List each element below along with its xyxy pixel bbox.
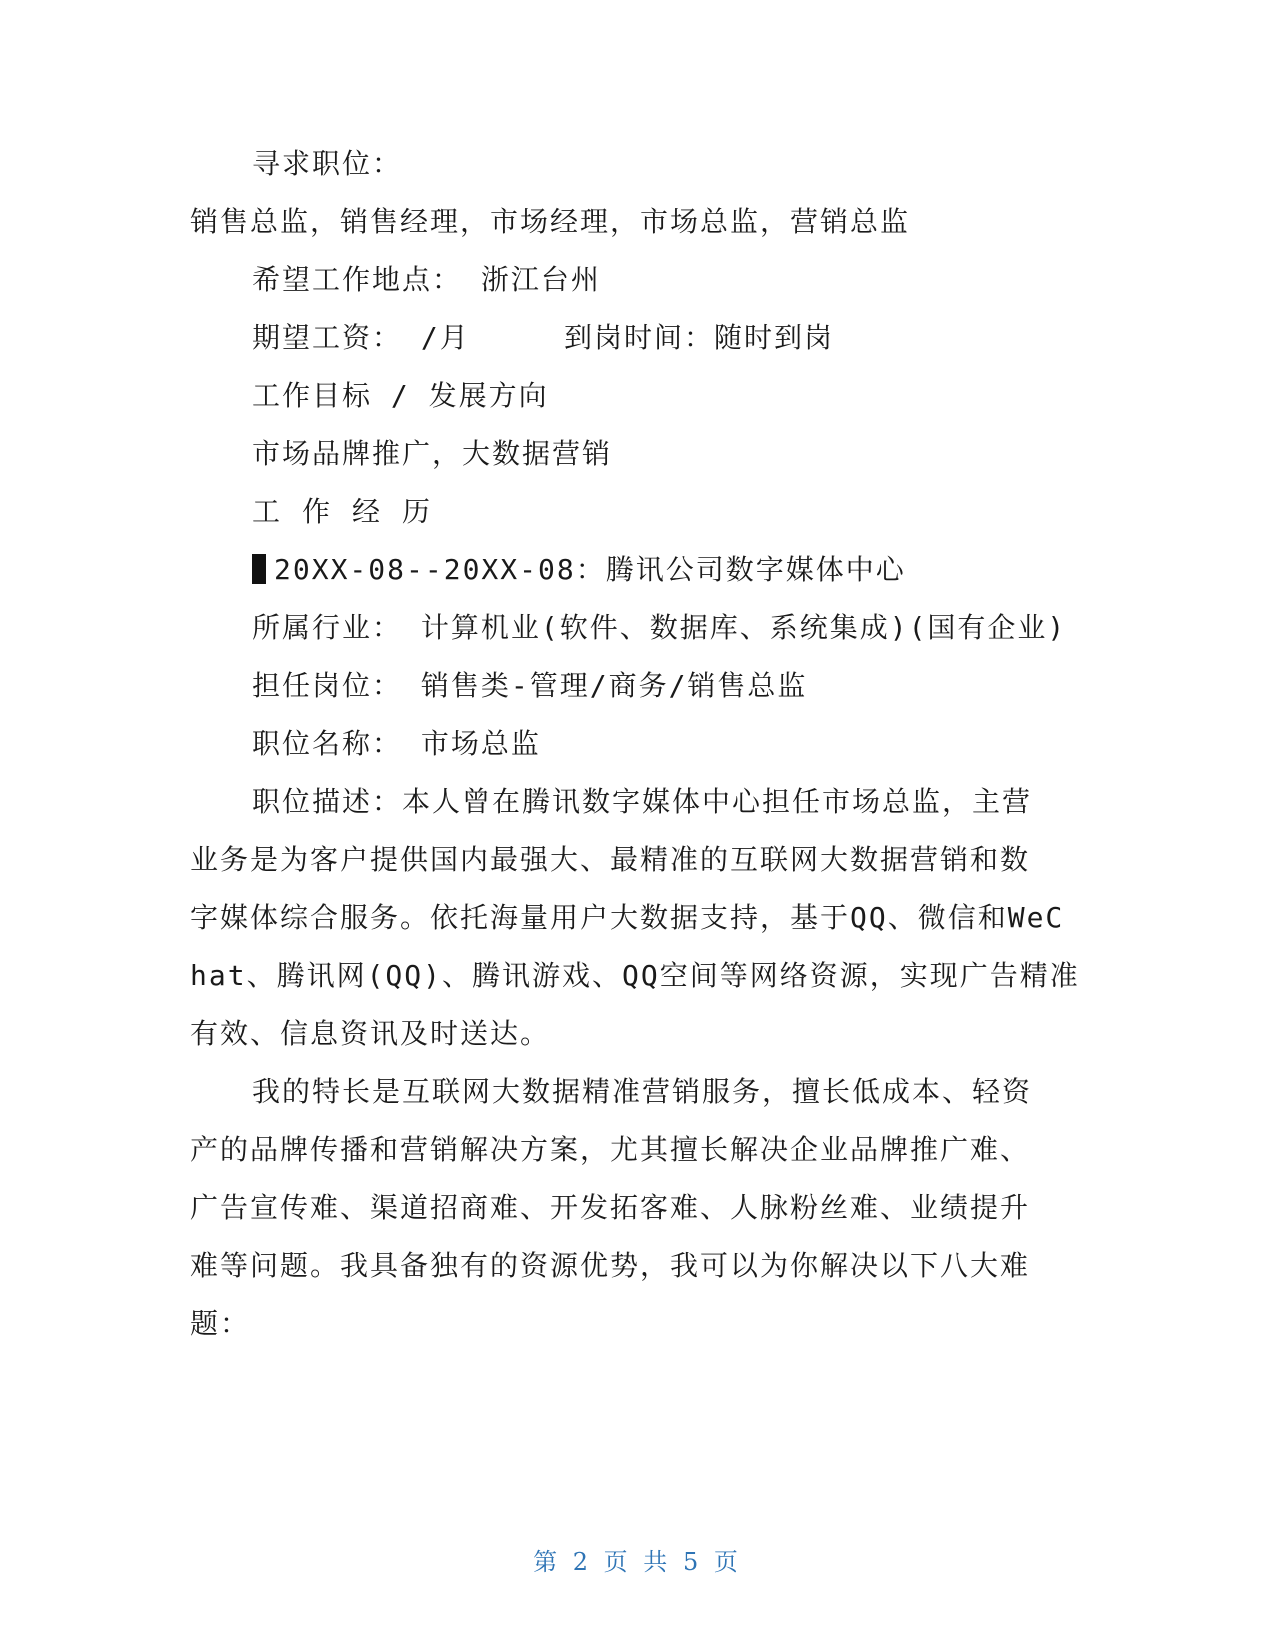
description-line-2: 业务是为客户提供国内最强大、最精准的互联网大数据营销和数 [190,843,1031,876]
title-line: 职位名称： 市场总监 [252,727,541,760]
page-footer: 第 2 页 共 5 页 [533,1548,742,1576]
strength-line-5: 题： [190,1307,251,1340]
strength-line-4: 难等问题。我具备独有的资源优势，我可以为你解决以下八大难 [190,1249,1031,1282]
seek-position-values: 销售总监，销售经理，市场经理，市场总监，营销总监 [190,205,911,238]
strength-line-1: 我的特长是互联网大数据精准营销服务，擅长低成本、轻资 [252,1075,1033,1108]
goal-heading: 工作目标 / 发展方向 [252,379,549,412]
salary-and-start: 期望工资： /月 到岗时间：随时到岗 [252,321,835,354]
job-period-text: 20XX-08--20XX-08：腾讯公司数字媒体中心 [274,553,906,586]
role-line: 担任岗位： 销售类-管理/商务/销售总监 [252,669,808,702]
job-period [252,552,906,588]
bullet-block-icon [252,554,266,584]
goal-text: 市场品牌推广，大数据营销 [252,437,613,470]
work-experience-heading: 工作经历 [252,495,453,528]
description-line-5: 有效、信息资讯及时送达。 [190,1017,551,1050]
description-line-3: 字媒体综合服务。依托海量用户大数据支持，基于QQ、微信和WeC [190,901,1065,934]
strength-line-3: 广告宣传难、渠道招商难、开发拓客难、人脉粉丝难、业绩提升 [190,1191,1031,1224]
description-line-4: hat、腾讯网(QQ)、腾讯游戏、QQ空间等网络资源，实现广告精准 [190,959,1080,992]
industry-line: 所属行业： 计算机业(软件、数据库、系统集成)(国有企业) [252,611,1067,644]
seek-position-label: 寻求职位： [252,147,403,180]
description-line-1: 职位描述：本人曾在腾讯数字媒体中心担任市场总监，主营 [252,785,1033,818]
work-location: 希望工作地点： 浙江台州 [252,263,601,296]
strength-line-2: 产的品牌传播和营销解决方案，尤其擅长解决企业品牌推广难、 [190,1133,1031,1166]
